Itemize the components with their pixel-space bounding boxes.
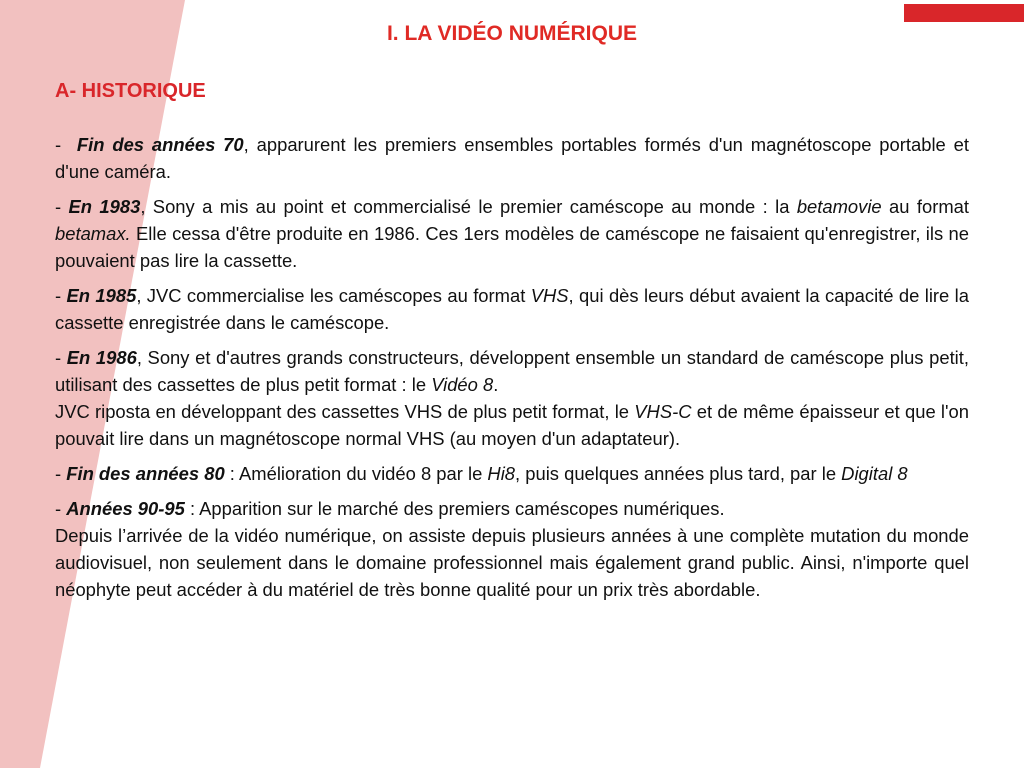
paragraph-digital: Depuis l’arrivée de la vidéo numérique, on assiste depuis plusieurs années à une complète mutation du monde audiovisuel, non seulement dans le domaine professionnel mais également grand public. Ainsi, n'importe quel néophyte peut accéder à du matériel de très bonne qualité pour un prix très abordable.	[55, 525, 969, 600]
paragraph-jvc: JVC riposta en développant des cassettes VHS de plus petit format, le VHS-C et de même épaisseur et que l'on pouvait lire dans un magnétoscope normal VHS (au moyen d'un adaptateur).	[55, 401, 969, 449]
paragraph-1983: - En 1983, Sony a mis au point et commercialisé le premier caméscope au monde : la betamovie au format betamax. Elle cessa d'être produite en 1986. Ces 1ers modèles de caméscope ne faisaient qu'enregistrer, ils ne pouvaient pas lire la cassette.	[55, 196, 969, 271]
red-accent-bar	[904, 4, 1024, 22]
history-text	[55, 131, 969, 603]
paragraph-90s: - Années 90-95 : Apparition sur le marché des premiers caméscopes numériques.	[55, 498, 725, 519]
slide-title: I. LA VIDÉO NUMÉRIQUE	[386, 22, 638, 45]
section-heading: A- HISTORIQUE	[55, 80, 206, 102]
paragraph-1985: - En 1985, JVC commercialise les caméscopes au format VHS, qui dès leurs début avaient la capacité de lire la cassette enregistrée dans le caméscope.	[55, 285, 969, 333]
paragraph-late-80s: - Fin des années 80 : Amélioration du vidéo 8 par le Hi8, puis quelques années plus tard, par le Digital 8	[55, 463, 908, 484]
paragraph-1986: - En 1986, Sony et d'autres grands constructeurs, développent ensemble un standard de caméscope plus petit, utilisant des cassettes de plus petit format : le Vidéo 8.	[55, 347, 969, 395]
paragraph-late-70s: - Fin des années 70, apparurent les premiers ensembles portables formés d'un magnétoscope portable et d'une caméra.	[55, 134, 969, 182]
